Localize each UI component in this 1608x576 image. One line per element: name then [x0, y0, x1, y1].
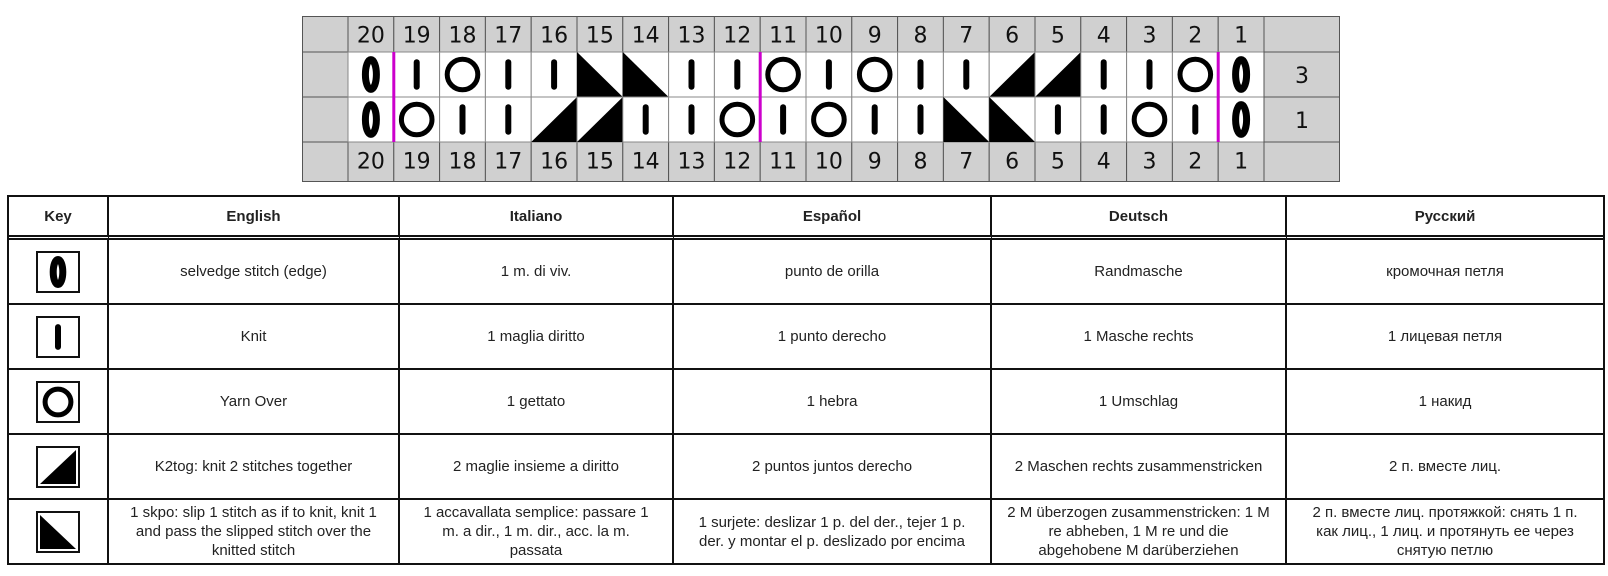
legend-deutsch-text: 2 Maschen rechts zusammenstricken — [992, 435, 1287, 500]
column-number-bottom: 17 — [494, 149, 523, 175]
legend-symbol-box — [36, 446, 80, 488]
legend-header-espanol: Español — [674, 197, 992, 240]
legend-symbol-box — [36, 251, 80, 293]
legend-key-cell — [9, 305, 109, 370]
stitch-symbol — [963, 59, 969, 90]
chart-side-cell — [303, 52, 349, 97]
chart-corner-cell — [1264, 17, 1340, 53]
stitch-symbol — [1101, 104, 1107, 135]
stitch-legend-table — [7, 195, 1605, 565]
legend-symbol — [38, 318, 78, 356]
legend-russian-text: 2 п. вместе лиц. протяжкой: снять 1 п. как лиц., 1 лиц. и протянуть ее через снятую петлю — [1312, 504, 1578, 560]
stitch-symbol — [414, 59, 420, 90]
legend-italiano-text: 2 maglie insieme a diritto — [400, 435, 674, 500]
legend-espanol-text: 1 punto derecho — [674, 305, 992, 370]
column-number-top: 6 — [1005, 23, 1020, 49]
column-number-top: 15 — [585, 23, 614, 49]
legend-header-english: English — [109, 197, 400, 240]
column-number-bottom: 12 — [723, 149, 752, 175]
legend-deutsch-text: 1 Umschlag — [992, 370, 1287, 435]
knit-icon — [826, 59, 832, 90]
stitch-symbol — [734, 59, 740, 90]
legend-symbol — [38, 513, 78, 551]
legend-symbol-box — [36, 511, 80, 553]
legend-header-italiano: Italiano — [400, 197, 674, 240]
knit-icon — [780, 104, 786, 135]
legend-deutsch-text: Randmasche — [992, 240, 1287, 305]
stitch-symbol — [460, 104, 466, 135]
legend-key-cell — [9, 500, 109, 563]
stitch-symbol — [689, 59, 695, 90]
column-number-bottom: 16 — [540, 149, 569, 175]
column-number-bottom: 4 — [1096, 149, 1111, 175]
legend-espanol-text: 1 surjete: deslizar 1 p. del der., tejer 1 p. der. y montar el p. deslizado por encima — [674, 500, 992, 563]
legend-header-key: Key — [9, 197, 109, 240]
column-number-bottom: 15 — [585, 149, 614, 175]
stitch-symbol — [918, 59, 924, 90]
column-number-top: 19 — [402, 23, 431, 49]
legend-english-text: 1 skpo: slip 1 stitch as if to knit, knit 1 and pass the slipped stitch over the knitted stitch — [109, 500, 400, 563]
legend-italiano-text: 1 gettato — [400, 370, 674, 435]
knit-icon — [414, 59, 420, 90]
legend-header-row — [9, 197, 1603, 240]
legend-english-text: Yarn Over — [109, 370, 400, 435]
legend-symbol — [38, 448, 78, 486]
legend-italiano-text: 1 m. di viv. — [400, 240, 674, 305]
column-number-top: 8 — [913, 23, 928, 49]
legend-key-cell — [9, 240, 109, 305]
stitch-symbol — [1101, 59, 1107, 90]
stitch-symbol — [872, 104, 878, 135]
row-number-label: 3 — [1295, 64, 1309, 89]
knit-icon — [918, 104, 924, 135]
stitch-symbol — [1055, 104, 1061, 135]
column-number-bottom: 10 — [814, 149, 843, 175]
legend-row — [9, 500, 1603, 563]
knit-icon — [1192, 104, 1198, 135]
stitch-symbol — [918, 104, 924, 135]
column-number-bottom: 6 — [1005, 149, 1020, 175]
knit-icon — [55, 324, 61, 350]
chart-corner-cell — [1264, 142, 1340, 182]
knit-icon — [1101, 104, 1107, 135]
column-number-bottom: 3 — [1142, 149, 1157, 175]
legend-symbol-box — [36, 316, 80, 358]
knit-icon — [1055, 104, 1061, 135]
column-number-top: 7 — [959, 23, 974, 49]
legend-english-text: selvedge stitch (edge) — [109, 240, 400, 305]
column-number-bottom: 8 — [913, 149, 928, 175]
legend-espanol-text: 2 puntos juntos derecho — [674, 435, 992, 500]
column-number-bottom: 7 — [959, 149, 974, 175]
legend-symbol — [38, 383, 78, 421]
chart-corner-cell — [303, 17, 349, 53]
stitch-symbol — [780, 104, 786, 135]
column-number-bottom: 14 — [631, 149, 660, 175]
column-number-bottom: 9 — [867, 149, 882, 175]
stitch-symbol — [1192, 104, 1198, 135]
legend-key-cell — [9, 435, 109, 500]
knit-icon — [505, 59, 511, 90]
knit-icon — [963, 59, 969, 90]
knit-icon — [734, 59, 740, 90]
column-number-bottom: 13 — [677, 149, 706, 175]
yarn-over-icon — [45, 389, 71, 415]
column-number-top: 5 — [1050, 23, 1065, 49]
knit-icon — [551, 59, 557, 90]
column-number-top: 4 — [1096, 23, 1111, 49]
column-number-bottom: 20 — [356, 149, 385, 175]
column-number-top: 11 — [769, 23, 798, 49]
legend-italiano-text: 1 accavallata semplice: passare 1 m. a dir., 1 m. dir., acc. la m. passata — [400, 500, 674, 563]
legend-symbol-box — [36, 381, 80, 423]
column-number-top: 18 — [448, 23, 477, 49]
chart-corner-cell — [303, 142, 349, 182]
legend-deutsch-text: 2 M überzogen zusammenstricken: 1 M re abheben, 1 M re und die abgehobene M darüberziehen — [992, 500, 1287, 563]
knit-icon — [1101, 59, 1107, 90]
legend-header-russian: Русский — [1287, 197, 1603, 240]
column-number-top: 14 — [631, 23, 660, 49]
knit-icon — [460, 104, 466, 135]
column-number-top: 16 — [540, 23, 569, 49]
stitch-symbol — [826, 59, 832, 90]
column-number-bottom: 2 — [1188, 149, 1203, 175]
legend-espanol-text: punto de orilla — [674, 240, 992, 305]
skpo-icon — [40, 515, 76, 549]
stitch-symbol — [551, 59, 557, 90]
column-number-bottom: 11 — [769, 149, 798, 175]
legend-english-text: Knit — [109, 305, 400, 370]
column-number-bottom: 1 — [1234, 149, 1249, 175]
column-number-top: 3 — [1142, 23, 1157, 49]
legend-italiano-text: 1 maglia diritto — [400, 305, 674, 370]
legend-row — [9, 305, 1603, 370]
knit-icon — [918, 59, 924, 90]
column-number-top: 10 — [814, 23, 843, 49]
stitch-symbol — [689, 104, 695, 135]
legend-symbol — [38, 253, 78, 291]
legend-row — [9, 240, 1603, 305]
knit-icon — [689, 59, 695, 90]
legend-row — [9, 370, 1603, 435]
legend-russian-text: кромочная петля — [1287, 240, 1603, 305]
legend-russian-text: 2 п. вместе лиц. — [1287, 435, 1603, 500]
knit-icon — [505, 104, 511, 135]
stitch-symbol — [505, 59, 511, 90]
legend-english-text: K2tog: knit 2 stitches together — [109, 435, 400, 500]
column-number-top: 2 — [1188, 23, 1203, 49]
knit-icon — [872, 104, 878, 135]
knitting-chart — [302, 16, 1340, 182]
stitch-symbol — [1147, 59, 1153, 90]
legend-header-deutsch: Deutsch — [992, 197, 1287, 240]
column-number-top: 20 — [356, 23, 385, 49]
legend-key-cell — [9, 370, 109, 435]
row-number-label: 1 — [1295, 109, 1309, 134]
column-number-top: 13 — [677, 23, 706, 49]
legend-espanol-text: 1 hebra — [674, 370, 992, 435]
column-number-top: 9 — [867, 23, 882, 49]
chart-side-cell — [303, 97, 349, 142]
column-number-bottom: 5 — [1050, 149, 1065, 175]
legend-row — [9, 435, 1603, 500]
knit-icon — [643, 104, 649, 135]
column-number-bottom: 19 — [402, 149, 431, 175]
k2tog-icon — [40, 450, 76, 484]
legend-deutsch-text: 1 Masche rechts — [992, 305, 1287, 370]
stitch-symbol — [505, 104, 511, 135]
column-number-top: 1 — [1234, 23, 1249, 49]
column-number-top: 12 — [723, 23, 752, 49]
legend-russian-text: 1 накид — [1287, 370, 1603, 435]
knit-icon — [1147, 59, 1153, 90]
column-number-top: 17 — [494, 23, 523, 49]
knit-icon — [689, 104, 695, 135]
legend-russian-text: 1 лицевая петля — [1287, 305, 1603, 370]
stitch-symbol — [643, 104, 649, 135]
selvedge-icon — [53, 259, 63, 284]
column-number-bottom: 18 — [448, 149, 477, 175]
